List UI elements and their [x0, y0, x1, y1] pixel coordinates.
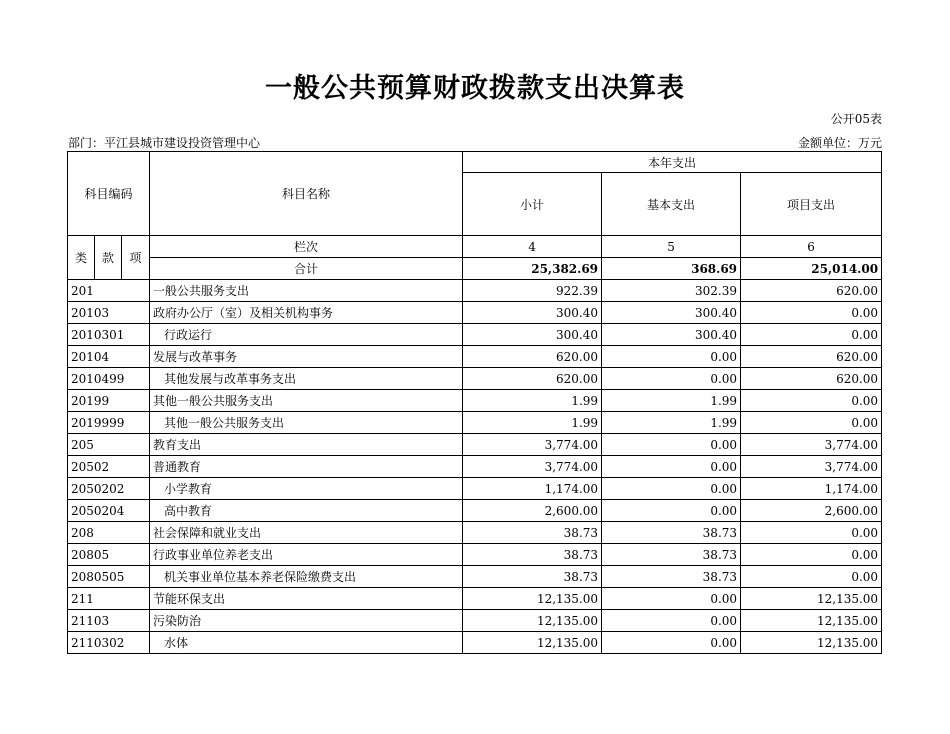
table-row: [68, 632, 882, 654]
row-basic: 1.99: [602, 412, 741, 434]
row-subtotal: 12,135.00: [463, 632, 602, 654]
row-basic: 38.73: [602, 522, 741, 544]
row-basic: 0.00: [602, 610, 741, 632]
table-row: [68, 566, 882, 588]
row-subtotal: 3,774.00: [463, 456, 602, 478]
table-row: [68, 610, 882, 632]
total-label: 合计: [150, 258, 463, 280]
total-subtotal: 25,382.69: [463, 258, 602, 280]
row-subtotal: 38.73: [463, 522, 602, 544]
department-label: 部门：平江县城市建设投资管理中心: [68, 136, 261, 150]
row-name: 高中教育: [150, 500, 463, 522]
form-number: 公开05表: [830, 112, 882, 126]
row-code: 2050204: [68, 500, 150, 522]
table-row: [68, 346, 882, 368]
table-row: [68, 456, 882, 478]
table-row: [68, 588, 882, 610]
header-subtotal: 小计: [463, 173, 602, 236]
header-current-year: 本年支出: [463, 152, 882, 173]
row-code: 2080505: [68, 566, 150, 588]
row-project: 3,774.00: [741, 456, 882, 478]
row-code: 2019999: [68, 412, 150, 434]
row-project: 0.00: [741, 522, 882, 544]
row-basic: 0.00: [602, 478, 741, 500]
row-project: 2,600.00: [741, 500, 882, 522]
table-row: [68, 522, 882, 544]
row-code: 208: [68, 522, 150, 544]
table-row: [68, 412, 882, 434]
row-name: 污染防治: [150, 610, 463, 632]
table-row: [68, 302, 882, 324]
row-name: 教育支出: [150, 434, 463, 456]
row-basic: 0.00: [602, 632, 741, 654]
row-basic: 38.73: [602, 566, 741, 588]
page-title: 一般公共预算财政拨款支出决算表: [265, 73, 685, 104]
row-subtotal: 38.73: [463, 544, 602, 566]
row-subtotal: 2,600.00: [463, 500, 602, 522]
header-kuan: 款: [95, 236, 122, 280]
row-project: 620.00: [741, 368, 882, 390]
row-project: 12,135.00: [741, 588, 882, 610]
row-code: 205: [68, 434, 150, 456]
table-row: [68, 434, 882, 456]
row-project: 620.00: [741, 280, 882, 302]
row-basic: 0.00: [602, 368, 741, 390]
row-project: 3,774.00: [741, 434, 882, 456]
table-row: [68, 500, 882, 522]
row-code: 20502: [68, 456, 150, 478]
header-project: 项目支出: [741, 173, 882, 236]
row-project: 0.00: [741, 566, 882, 588]
row-code: 2010301: [68, 324, 150, 346]
row-subtotal: 620.00: [463, 368, 602, 390]
total-basic: 368.69: [602, 258, 741, 280]
header-col6: 6: [741, 236, 882, 258]
row-project: 620.00: [741, 346, 882, 368]
row-project: 0.00: [741, 390, 882, 412]
row-basic: 300.40: [602, 302, 741, 324]
row-subtotal: 300.40: [463, 324, 602, 346]
expenditure-table: [67, 151, 882, 654]
header-lei: 类: [68, 236, 95, 280]
row-subtotal: 12,135.00: [463, 610, 602, 632]
row-name: 机关事业单位基本养老保险缴费支出: [150, 566, 463, 588]
row-project: 0.00: [741, 324, 882, 346]
amount-unit-label: 金额单位：万元: [797, 136, 882, 150]
row-subtotal: 1.99: [463, 390, 602, 412]
table-row: [68, 324, 882, 346]
row-project: 0.00: [741, 412, 882, 434]
row-name: 节能环保支出: [150, 588, 463, 610]
row-basic: 0.00: [602, 346, 741, 368]
row-code: 20805: [68, 544, 150, 566]
row-subtotal: 620.00: [463, 346, 602, 368]
row-code: 20199: [68, 390, 150, 412]
row-code: 21103: [68, 610, 150, 632]
table-row: [68, 280, 882, 302]
row-code: 211: [68, 588, 150, 610]
header-name: 科目名称: [150, 152, 463, 236]
header-code: 科目编码: [68, 152, 150, 236]
row-name: 发展与改革事务: [150, 346, 463, 368]
table-row: [68, 368, 882, 390]
row-project: 0.00: [741, 544, 882, 566]
row-code: 20104: [68, 346, 150, 368]
header-col5: 5: [602, 236, 741, 258]
row-code: 2050202: [68, 478, 150, 500]
row-basic: 300.40: [602, 324, 741, 346]
row-project: 0.00: [741, 302, 882, 324]
row-subtotal: 1,174.00: [463, 478, 602, 500]
row-subtotal: 922.39: [463, 280, 602, 302]
row-name: 小学教育: [150, 478, 463, 500]
row-subtotal: 1.99: [463, 412, 602, 434]
row-subtotal: 12,135.00: [463, 588, 602, 610]
table-row: [68, 390, 882, 412]
row-code: 201: [68, 280, 150, 302]
row-name: 一般公共服务支出: [150, 280, 463, 302]
row-subtotal: 3,774.00: [463, 434, 602, 456]
header-basic: 基本支出: [602, 173, 741, 236]
table-row: [68, 544, 882, 566]
header-col4: 4: [463, 236, 602, 258]
row-subtotal: 300.40: [463, 302, 602, 324]
row-basic: 1.99: [602, 390, 741, 412]
header-xiang: 项: [122, 236, 150, 280]
row-basic: 302.39: [602, 280, 741, 302]
row-name: 其他一般公共服务支出: [150, 412, 463, 434]
row-basic: 38.73: [602, 544, 741, 566]
row-project: 1,174.00: [741, 478, 882, 500]
row-basic: 0.00: [602, 588, 741, 610]
total-project: 25,014.00: [741, 258, 882, 280]
row-code: 2110302: [68, 632, 150, 654]
row-basic: 0.00: [602, 500, 741, 522]
row-name: 其他发展与改革事务支出: [150, 368, 463, 390]
row-name: 其他一般公共服务支出: [150, 390, 463, 412]
row-name: 水体: [150, 632, 463, 654]
header-column-no: 栏次: [150, 236, 463, 258]
row-subtotal: 38.73: [463, 566, 602, 588]
row-basic: 0.00: [602, 434, 741, 456]
row-name: 政府办公厅（室）及相关机构事务: [150, 302, 463, 324]
row-name: 行政运行: [150, 324, 463, 346]
row-code: 2010499: [68, 368, 150, 390]
row-name: 社会保障和就业支出: [150, 522, 463, 544]
row-project: 12,135.00: [741, 632, 882, 654]
row-basic: 0.00: [602, 456, 741, 478]
table-row: [68, 478, 882, 500]
row-project: 12,135.00: [741, 610, 882, 632]
row-name: 行政事业单位养老支出: [150, 544, 463, 566]
row-name: 普通教育: [150, 456, 463, 478]
row-code: 20103: [68, 302, 150, 324]
